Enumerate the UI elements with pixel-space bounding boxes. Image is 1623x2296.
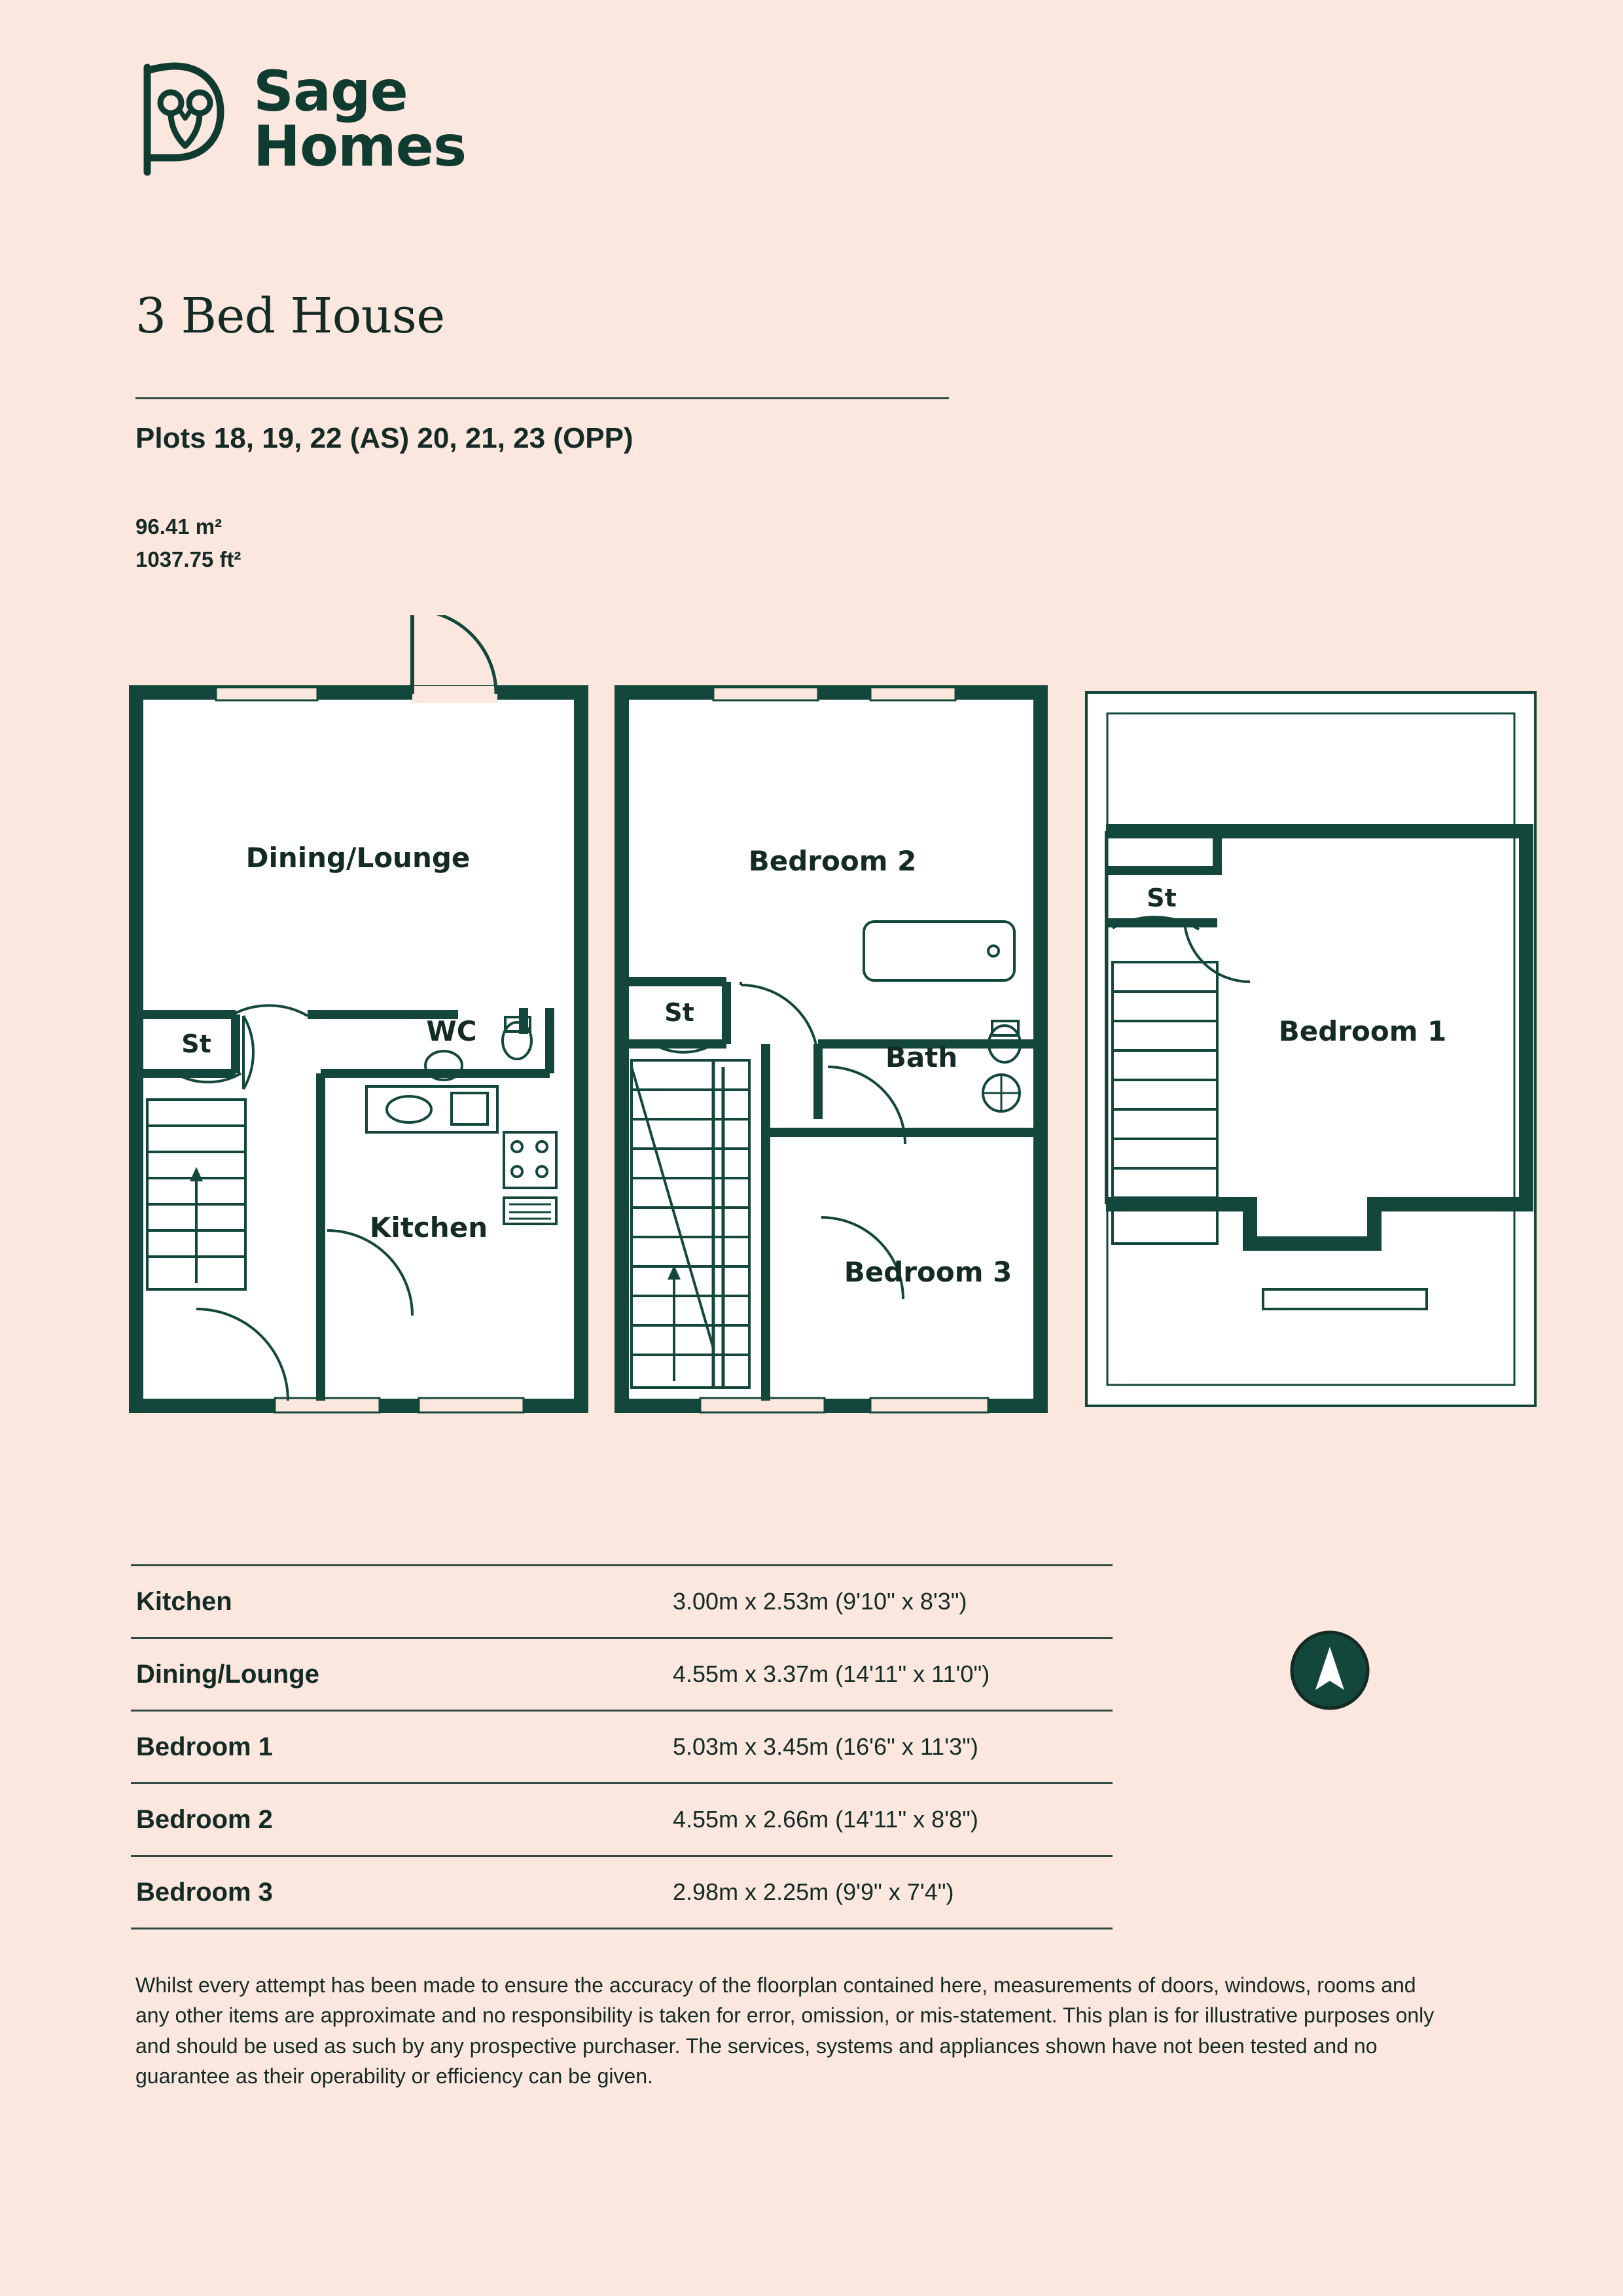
brand-name <box>253 59 467 179</box>
area-imperial: 1037.75 ft² <box>135 547 241 571</box>
room-label-bath: Bath <box>885 1041 958 1073</box>
room-name: Bedroom 3 <box>136 1877 273 1907</box>
disclaimer-text: Whilst every attempt has been made to ensure the accuracy of the floorplan contained here, measurements of doors, windows, rooms and any other items are approximate and no responsibility is taken for error, omission, or mis-statement. This plan is for illustrative purposes only and should be used as such by any prospective purchaser. The services, systems and appliances shown have not been tested and no guarantee as their operability or efficiency can be given. <box>135 1973 1435 2089</box>
room-label-bedroom-3: Bedroom 3 <box>844 1256 1012 1288</box>
brand-name-line2: Homes <box>253 113 467 179</box>
room-dimensions: 3.00m x 2.53m (9'10" x 8'3") <box>673 1588 967 1615</box>
table-row <box>131 1784 1113 1857</box>
area-summary <box>135 511 241 575</box>
table-row <box>131 1857 1113 1929</box>
north-arrow-icon <box>1289 1630 1370 1711</box>
ground-floor-plan <box>136 615 581 1486</box>
room-label-kitchen: Kitchen <box>369 1211 488 1244</box>
room-dimensions: 4.55m x 2.66m (14'11" x 8'8") <box>673 1806 978 1833</box>
room-label-bedroom-2: Bedroom 2 <box>748 845 917 877</box>
table-row <box>131 1564 1113 1639</box>
room-label-st-ground: St <box>181 1030 211 1058</box>
owl-logo-icon <box>134 62 232 177</box>
room-label-dining-lounge: Dining/Lounge <box>245 842 471 874</box>
room-name: Bedroom 1 <box>136 1732 273 1761</box>
page-title: 3 Bed House <box>135 288 445 344</box>
table-row <box>131 1712 1113 1784</box>
room-dimensions: 2.98m x 2.25m (9'9" x 7'4") <box>673 1878 954 1905</box>
table-row <box>131 1639 1113 1712</box>
room-dimensions: 5.03m x 3.45m (16'6" x 11'3") <box>673 1733 978 1760</box>
room-dimensions: 4.55m x 3.37m (14'11" x 11'0") <box>673 1660 990 1687</box>
second-floor-plan <box>1086 692 1535 1406</box>
room-name: Dining/Lounge <box>136 1659 319 1689</box>
room-name: Bedroom 2 <box>136 1804 273 1834</box>
brand-logo <box>134 59 467 179</box>
room-label-wc: WC <box>426 1015 477 1047</box>
first-floor-plan <box>622 687 1041 1412</box>
plots-subtitle: Plots 18, 19, 22 (AS) 20, 21, 23 (OPP) <box>135 422 633 454</box>
floorplan-svg <box>0 615 1623 1486</box>
room-schedule-table <box>131 1564 1113 1929</box>
area-metric: 96.41 m² <box>135 514 223 539</box>
room-label-st-first: St <box>664 998 694 1027</box>
floorplan-drawings <box>0 615 1623 1486</box>
title-divider <box>135 397 949 399</box>
room-label-bedroom-1: Bedroom 1 <box>1278 1015 1447 1047</box>
brand-name-line1: Sage <box>253 59 408 125</box>
room-label-st-second: St <box>1147 884 1177 912</box>
room-name: Kitchen <box>136 1587 232 1616</box>
